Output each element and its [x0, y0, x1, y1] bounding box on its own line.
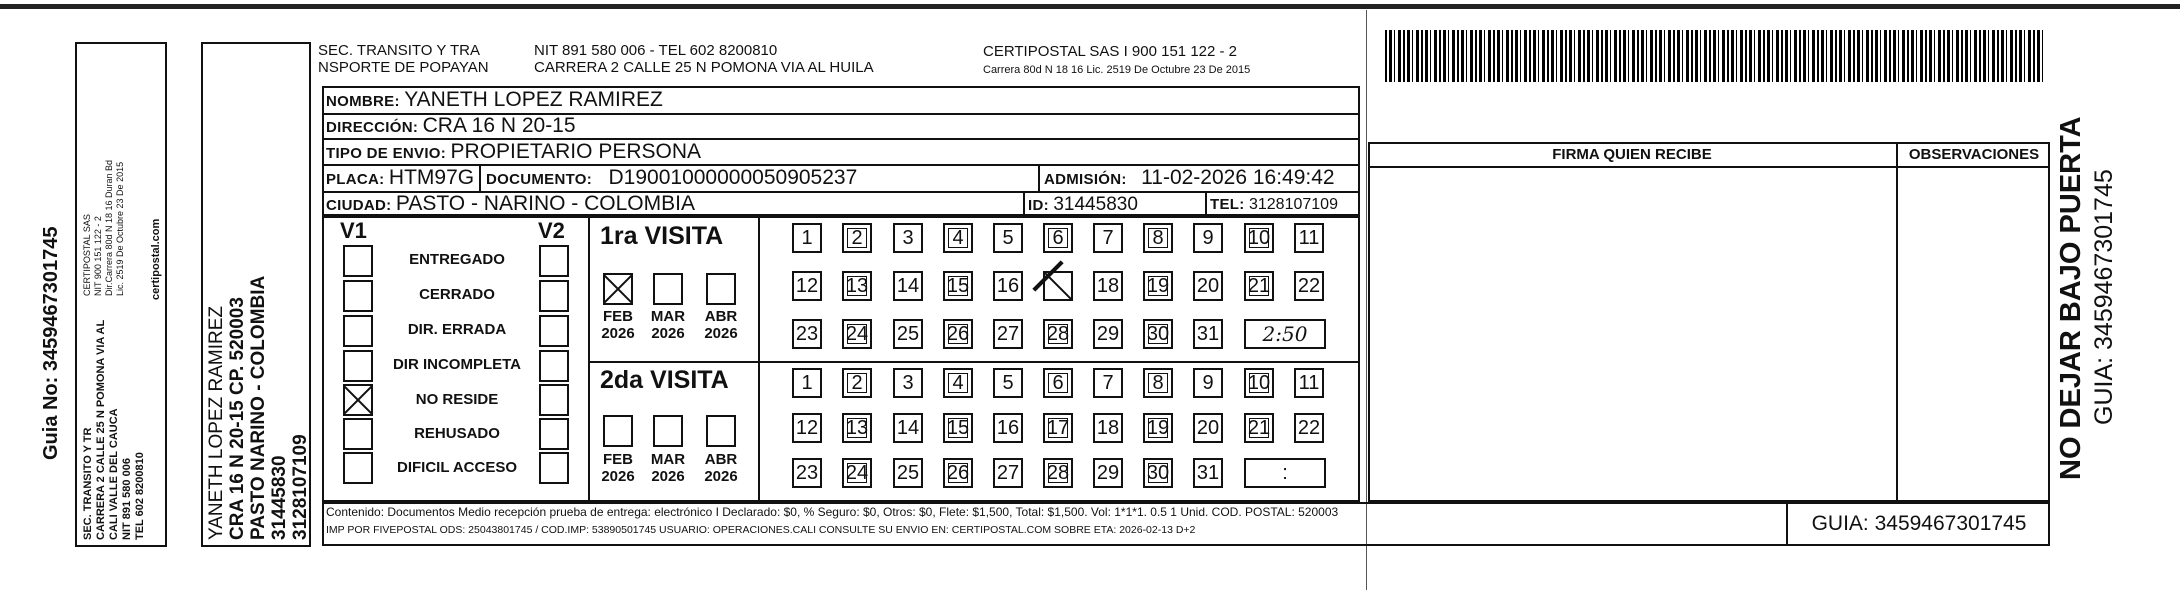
header-sender-contact: [534, 42, 874, 76]
stub-sender-line: CALI VALLE DEL CAUCA: [108, 408, 120, 540]
direccion-label: DIRECCIÓN:: [326, 119, 419, 136]
day-cell[interactable]: 16: [993, 413, 1023, 443]
status-entregado: ENTREGADO: [409, 251, 505, 268]
v2-checkbox[interactable]: [539, 350, 569, 382]
v2-checkbox[interactable]: [539, 280, 569, 312]
day-cell[interactable]: 28: [1043, 458, 1073, 488]
first-visit-month-mar[interactable]: [653, 273, 683, 305]
signature-column-divider: [1896, 142, 1898, 502]
status-dificil-acceso: DIFICIL ACCESO: [396, 459, 517, 476]
footer-print-line: IMP POR FIVEPOSTAL ODS: 25043801745 / COD.IMP: 53890501745 USUARIO: OPERACIONES.CALI CONSULTE SU ENVIO EN: CERTIPOSTAL.COM SOBRE ETA: 2026-02-13 D+2: [326, 524, 1196, 536]
day-cell[interactable]: 20: [1193, 413, 1223, 443]
direccion-value: CRA 16 N 20-15: [422, 114, 576, 137]
month-year: 2026: [704, 468, 738, 485]
field-divider: [1205, 191, 1207, 216]
day-cell[interactable]: 6: [1043, 368, 1073, 398]
header-sender-nit: NIT 891 580 006 - TEL 602 8200810: [534, 42, 778, 59]
day-cell[interactable]: 14: [893, 413, 923, 443]
day-cell-checked[interactable]: [1043, 271, 1073, 301]
day-cell[interactable]: 21: [1244, 413, 1274, 443]
stub-sender-line: SEC. TRANSITO Y TR: [82, 427, 94, 540]
footer-content-line: Contenido: Documentos Medio recepción prueba de entrega: electrónico I Declarado: $0, % Seguro: $0, Otros: $0, Flete: $1,500, Total: $1,500. Vol: 1*1*1. 0.5 1 Unid. COD. POSTAL: 520003: [326, 505, 1339, 519]
header-carrier: [983, 42, 1250, 80]
ciudad-value: PASTO - NARINO - COLOMBIA: [395, 192, 695, 215]
signature-header-divider: [1368, 166, 2050, 168]
stub-sender-block: [82, 320, 147, 540]
second-visit-month-label: [598, 451, 638, 485]
day-cell[interactable]: 24: [842, 458, 872, 488]
id-field: [1028, 194, 1138, 216]
v1-checkbox[interactable]: [343, 280, 373, 312]
firma-quien-recibe-label: FIRMA QUIEN RECIBE: [1552, 146, 1712, 163]
first-visit-month-label: [701, 308, 741, 342]
v2-checkbox[interactable]: [539, 315, 569, 347]
stub-carrier-line: NIT 900 151 122 - 2: [93, 216, 103, 296]
stub-recipient-id: 31445830: [269, 455, 290, 540]
ciudad-field: [326, 192, 695, 216]
day-cell[interactable]: 23: [792, 458, 822, 488]
barcode: [1385, 30, 2045, 82]
ciudad-label: CIUDAD:: [326, 197, 392, 214]
v1-checkbox[interactable]: [343, 350, 373, 382]
time-box[interactable]: :: [1244, 458, 1326, 488]
nombre-label: NOMBRE:: [326, 93, 400, 110]
stub-sender-line: TEL 602 8200810: [134, 452, 146, 540]
v1-checkbox-checked[interactable]: [343, 384, 373, 416]
day-cell[interactable]: 3: [893, 368, 923, 398]
day-cell[interactable]: 13: [842, 271, 872, 301]
day-cell[interactable]: 7: [1093, 223, 1123, 253]
second-visit-month-feb[interactable]: [603, 415, 633, 447]
day-cell[interactable]: 27: [993, 458, 1023, 488]
month-name: ABR: [704, 308, 738, 325]
first-visit-month-label: [598, 308, 638, 342]
stub-carrier-web: certipostal.com: [150, 218, 162, 300]
admision-label: ADMISIÓN:: [1044, 171, 1127, 188]
v2-checkbox[interactable]: [539, 384, 569, 416]
day-cell[interactable]: 18: [1093, 413, 1123, 443]
footer-guia: GUIA: 3459467301745: [1811, 512, 2027, 535]
nombre-value: YANETH LOPEZ RAMIREZ: [404, 88, 663, 111]
second-visit-month-label: [648, 451, 688, 485]
stub-carrier-block: [82, 160, 126, 296]
month-name: FEB: [603, 451, 633, 468]
grid-divider: [758, 216, 760, 502]
day-cell[interactable]: 5: [993, 223, 1023, 253]
day-cell[interactable]: 29: [1093, 458, 1123, 488]
grid-divider: [588, 361, 1360, 363]
grid-divider: [588, 216, 590, 502]
day-cell[interactable]: 20: [1193, 271, 1223, 301]
day-cell[interactable]: 11: [1294, 223, 1324, 253]
tel-field: [1210, 196, 1338, 214]
status-rehusado: REHUSADO: [414, 425, 500, 442]
observaciones-input-area[interactable]: [1900, 170, 2046, 498]
day-cell[interactable]: 9: [1193, 368, 1223, 398]
tel-value: 3128107109: [1248, 196, 1338, 213]
v2-checkbox[interactable]: [539, 245, 569, 277]
day-cell[interactable]: 6: [1043, 223, 1073, 253]
month-name: MAR: [650, 451, 686, 468]
day-cell[interactable]: 1: [792, 223, 822, 253]
second-visit-month-mar[interactable]: [653, 415, 683, 447]
header-carrier-address: Carrera 80d N 18 16 Lic. 2519 De Octubre 23 De 2015: [983, 64, 1251, 76]
stub-recipient-address: CRA 16 N 20-15 CP. 520003: [227, 297, 248, 540]
day-cell[interactable]: 4: [943, 368, 973, 398]
v1-checkbox[interactable]: [343, 245, 373, 277]
status-no-reside: NO RESIDE: [415, 391, 499, 408]
month-year: 2026: [651, 468, 685, 485]
day-cell[interactable]: 12: [792, 271, 822, 301]
day-cell[interactable]: 19: [1143, 271, 1173, 301]
day-cell[interactable]: 12: [792, 413, 822, 443]
header-sender: [318, 42, 489, 76]
month-year: 2026: [601, 325, 635, 342]
day-cell[interactable]: 2: [842, 223, 872, 253]
tipo-envio-value: PROPIETARIO PERSONA: [450, 140, 702, 163]
header-sender-address: CARRERA 2 CALLE 25 N POMONA VIA AL HUILA: [534, 59, 874, 76]
day-cell[interactable]: 13: [842, 413, 872, 443]
documento-label: DOCUMENTO:: [486, 171, 593, 188]
admision-field: [1044, 166, 1335, 190]
stub-recipient-block: [206, 276, 311, 540]
day-cell[interactable]: 31: [1193, 319, 1223, 349]
stub-sender-line: CARRERA 2 CALLE 25 N POMONA VIA AL: [95, 319, 107, 540]
first-visit-month-label: [648, 308, 688, 342]
day-cell[interactable]: 1: [792, 368, 822, 398]
month-year: 2026: [651, 325, 685, 342]
id-value: 31445830: [1053, 194, 1138, 215]
day-cell[interactable]: 4: [943, 223, 973, 253]
stub-carrier-line: Lic. 2519 De Octubre 23 De 2015: [115, 161, 125, 296]
day-cell[interactable]: 27: [993, 319, 1023, 349]
stub-recipient-name: YANETH LOPEZ RAMIREZ: [206, 305, 227, 540]
day-cell[interactable]: 28: [1043, 319, 1073, 349]
day-cell[interactable]: 31: [1193, 458, 1223, 488]
day-cell[interactable]: 29: [1093, 319, 1123, 349]
stub-carrier-line: CERTIPOSTAL SAS: [82, 214, 92, 296]
day-cell[interactable]: 25: [893, 458, 923, 488]
day-cell[interactable]: 26: [943, 458, 973, 488]
documento-field: [486, 166, 857, 190]
documento-value: D19001000000050905237: [608, 166, 858, 189]
second-visit-month-abr[interactable]: [706, 415, 736, 447]
guia-vertical: GUIA: 3459467301745: [2090, 169, 2118, 425]
day-cell[interactable]: 14: [893, 271, 923, 301]
month-year: 2026: [704, 325, 738, 342]
guide-number-vertical: Guia No: 3459467301745: [40, 226, 62, 460]
day-cell[interactable]: 22: [1294, 413, 1324, 443]
day-cell[interactable]: 10: [1244, 368, 1274, 398]
v2-checkbox[interactable]: [539, 452, 569, 484]
nombre-field: [326, 88, 663, 112]
second-visit-title: 2da VISITA: [600, 366, 729, 394]
header-sender-name-2: NSPORTE DE POPAYAN: [318, 59, 489, 76]
stub-recipient-phone: 3128107109: [290, 434, 311, 540]
day-cell[interactable]: 17: [1043, 413, 1073, 443]
placa-field: [326, 166, 474, 190]
day-cell[interactable]: 16: [993, 271, 1023, 301]
tipo-envio-field: [326, 140, 701, 164]
tel-label: TEL:: [1210, 196, 1245, 213]
field-divider: [479, 164, 481, 191]
day-cell[interactable]: 24: [842, 319, 872, 349]
day-cell[interactable]: 8: [1143, 223, 1173, 253]
stub-recipient-city: PASTO NARINO - COLOMBIA: [248, 275, 269, 540]
stub-carrier-line: Dir.Carrera 80d N 18 16 Duran Bd: [104, 159, 114, 296]
day-cell[interactable]: 11: [1294, 368, 1324, 398]
v1-label: V1: [340, 218, 367, 243]
stub-sender-line: NIT 891 580 006: [121, 458, 133, 540]
second-visit-month-label: [701, 451, 741, 485]
first-visit-title: 1ra VISITA: [600, 222, 724, 250]
day-cell[interactable]: 21: [1244, 271, 1274, 301]
month-name: MAR: [650, 308, 686, 325]
day-cell[interactable]: 15: [943, 271, 973, 301]
v2-checkbox[interactable]: [539, 418, 569, 450]
day-cell[interactable]: 2: [842, 368, 872, 398]
v1-checkbox[interactable]: [343, 315, 373, 347]
day-cell[interactable]: 30: [1143, 319, 1173, 349]
day-cell[interactable]: 26: [943, 319, 973, 349]
first-visit-month-feb-checked[interactable]: [603, 273, 633, 305]
observaciones-label: OBSERVACIONES: [1908, 146, 2040, 163]
signature-input-area[interactable]: [1372, 170, 1892, 498]
day-cell[interactable]: 9: [1193, 223, 1223, 253]
header-sender-name-1: SEC. TRANSITO Y TRA: [318, 42, 480, 59]
month-name: ABR: [704, 451, 738, 468]
no-dejar-bajo-puerta: NO DEJAR BAJO PUERTA: [2055, 116, 2087, 480]
admision-value: 11-02-2026 16:49:42: [1141, 166, 1335, 189]
direccion-field: [326, 114, 576, 138]
day-cell[interactable]: 15: [943, 413, 973, 443]
id-label: ID:: [1028, 197, 1049, 214]
scan-top-edge: [0, 4, 2180, 9]
day-cell[interactable]: 19: [1143, 413, 1173, 443]
day-cell[interactable]: 30: [1143, 458, 1173, 488]
field-divider: [1023, 191, 1025, 216]
day-cell[interactable]: 5: [993, 368, 1023, 398]
placa-value: HTM97G: [388, 166, 475, 189]
day-cell[interactable]: 25: [893, 319, 923, 349]
status-cerrado: CERRADO: [419, 286, 495, 303]
day-cell[interactable]: 10: [1244, 223, 1274, 253]
day-cell[interactable]: 18: [1093, 271, 1123, 301]
day-cell[interactable]: 22: [1294, 271, 1324, 301]
month-name: FEB: [603, 308, 633, 325]
day-cell[interactable]: 3: [893, 223, 923, 253]
first-visit-month-abr[interactable]: [706, 273, 736, 305]
day-cell[interactable]: 8: [1143, 368, 1173, 398]
field-divider: [1038, 164, 1040, 191]
v1-checkbox[interactable]: [343, 452, 373, 484]
placa-label: PLACA:: [326, 171, 385, 188]
v2-label: V2: [538, 218, 565, 243]
time-box[interactable]: 2:50: [1244, 319, 1326, 349]
day-cell[interactable]: 7: [1093, 368, 1123, 398]
status-dir-incompleta: DIR INCOMPLETA: [392, 356, 522, 373]
status-dir-errada: DIR. ERRADA: [407, 321, 507, 338]
day-cell[interactable]: 23: [792, 319, 822, 349]
tipo-envio-label: TIPO DE ENVIO:: [326, 145, 447, 162]
month-year: 2026: [601, 468, 635, 485]
v1-checkbox[interactable]: [343, 418, 373, 450]
header-carrier-name: CERTIPOSTAL SAS I 900 151 122 - 2: [983, 43, 1238, 60]
footer-divider: [1786, 502, 1788, 546]
